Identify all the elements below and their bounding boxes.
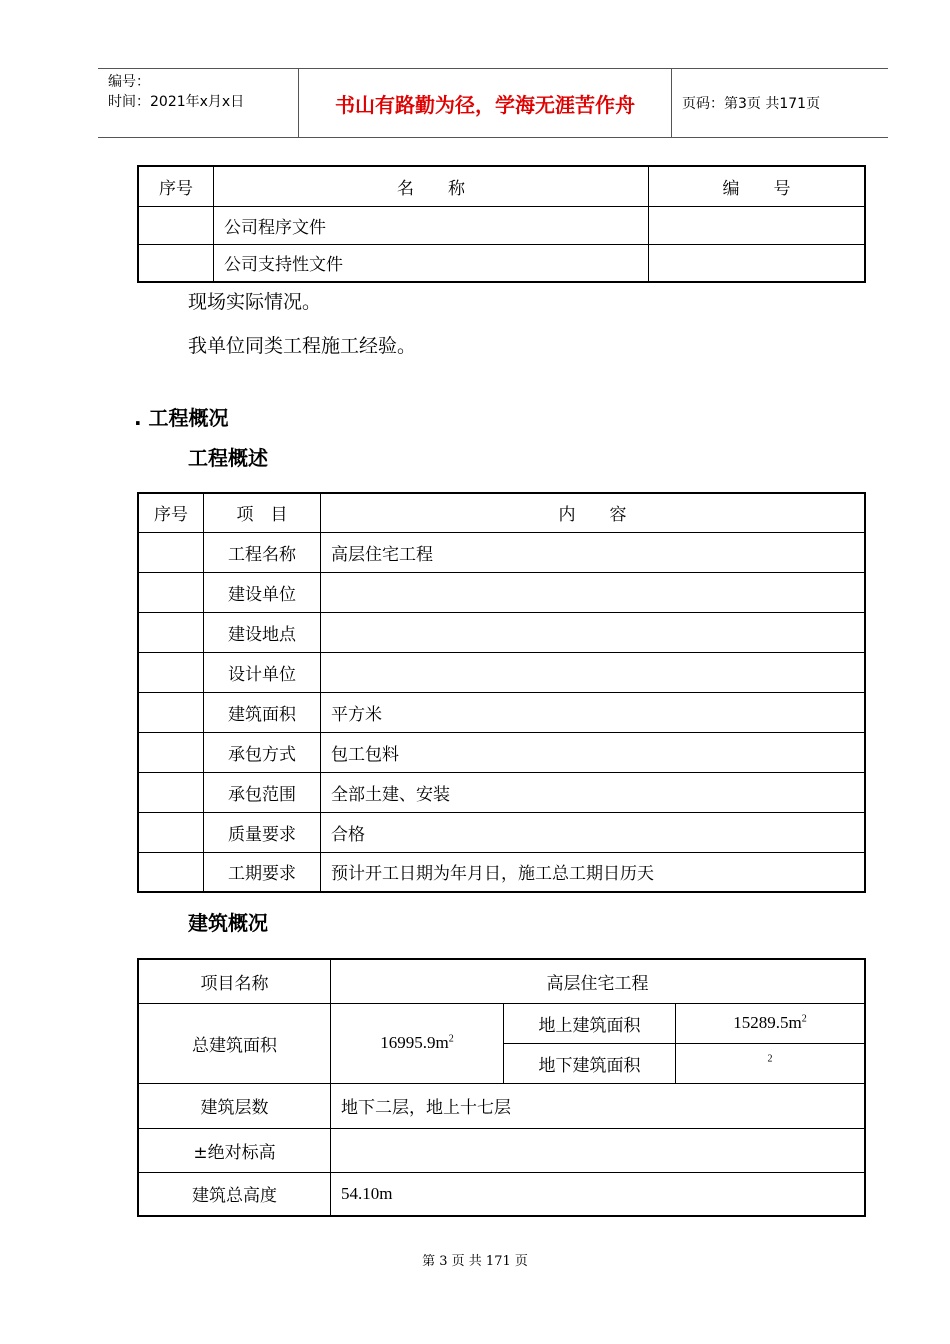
overview-header-no: 序号 bbox=[138, 493, 204, 532]
overview-cell-no bbox=[138, 772, 204, 812]
overview-title: 工程概述 bbox=[188, 446, 268, 470]
doc-cell-name: 公司支持性文件 bbox=[214, 244, 649, 282]
overview-cell-content: 高层住宅工程 bbox=[321, 532, 866, 572]
overview-cell-no bbox=[138, 652, 204, 692]
overview-cell-content bbox=[321, 572, 866, 612]
overview-header-item: 项 目 bbox=[204, 493, 321, 532]
below-area-label: 地下建筑面积 bbox=[504, 1043, 676, 1083]
floors-label: 建筑层数 bbox=[138, 1083, 331, 1128]
overview-cell-item: 建设单位 bbox=[204, 572, 321, 612]
table-row bbox=[138, 612, 865, 652]
overview-cell-no bbox=[138, 612, 204, 652]
elevation-label: ±绝对标高 bbox=[138, 1128, 331, 1172]
doc-cell-no bbox=[138, 206, 214, 244]
height-value: 54.10m bbox=[331, 1172, 866, 1216]
table-row bbox=[138, 852, 865, 892]
header-meta bbox=[98, 69, 299, 137]
overview-cell-item: 承包方式 bbox=[204, 732, 321, 772]
overview-cell-no bbox=[138, 532, 204, 572]
doc-cell-no bbox=[138, 244, 214, 282]
overview-cell-content: 平方米 bbox=[321, 692, 866, 732]
table-row bbox=[138, 772, 865, 812]
table-row bbox=[138, 732, 865, 772]
table-row bbox=[138, 206, 865, 244]
overview-cell-content: 合格 bbox=[321, 812, 866, 852]
overview-cell-content: 包工包料 bbox=[321, 732, 866, 772]
doc-header-code: 编 号 bbox=[649, 166, 866, 206]
overview-table bbox=[137, 492, 866, 893]
overview-cell-item: 建筑面积 bbox=[204, 692, 321, 732]
overview-cell-no bbox=[138, 812, 204, 852]
overview-cell-item: 设计单位 bbox=[204, 652, 321, 692]
overview-cell-item: 工期要求 bbox=[204, 852, 321, 892]
document-table bbox=[137, 165, 866, 283]
overview-cell-no bbox=[138, 732, 204, 772]
overview-cell-no bbox=[138, 572, 204, 612]
overview-cell-no bbox=[138, 852, 204, 892]
above-area-label: 地上建筑面积 bbox=[504, 1003, 676, 1043]
header-page-info: 页码：第3页 共171页 bbox=[682, 96, 821, 112]
code-label: 编号： bbox=[108, 74, 150, 90]
building-title: 建筑概况 bbox=[188, 911, 268, 935]
table-row bbox=[138, 652, 865, 692]
overview-cell-no bbox=[138, 692, 204, 732]
table-row bbox=[138, 692, 865, 732]
below-area-value: 2 bbox=[676, 1043, 866, 1083]
paragraph: 我单位同类工程施工经验。 bbox=[188, 335, 417, 357]
paragraph: 现场实际情况。 bbox=[188, 291, 322, 313]
doc-cell-name: 公司程序文件 bbox=[214, 206, 649, 244]
building-table bbox=[137, 958, 866, 1217]
floors-value: 地下二层，地上十七层 bbox=[331, 1083, 866, 1128]
total-area-value: $16995.9m^2$ bbox=[331, 1003, 504, 1083]
overview-cell-item: 承包范围 bbox=[204, 772, 321, 812]
section-title: . 工程概况 bbox=[134, 406, 229, 430]
overview-cell-item: 工程名称 bbox=[204, 532, 321, 572]
overview-header-content: 内 容 bbox=[321, 493, 866, 532]
project-name-value: 高层住宅工程 bbox=[331, 959, 866, 1003]
overview-cell-content: 预计开工日期为年月日，施工总工期日历天 bbox=[321, 852, 866, 892]
above-area-value: $15289.5m^2$ bbox=[676, 1003, 866, 1043]
table-row bbox=[138, 812, 865, 852]
table-row bbox=[138, 572, 865, 612]
project-name-label: 项目名称 bbox=[138, 959, 331, 1003]
header-motto: 书山有路勤为径，学海无涯苦作舟 bbox=[299, 69, 672, 137]
overview-cell-content bbox=[321, 652, 866, 692]
doc-cell-code bbox=[649, 244, 866, 282]
overview-cell-item: 质量要求 bbox=[204, 812, 321, 852]
total-area-label: 总建筑面积 bbox=[138, 1003, 331, 1083]
doc-cell-code bbox=[649, 206, 866, 244]
height-label: 建筑总高度 bbox=[138, 1172, 331, 1216]
doc-header-no: 序号 bbox=[138, 166, 214, 206]
elevation-value bbox=[331, 1128, 866, 1172]
time-label: 时间：2021年x月x日 bbox=[108, 94, 245, 110]
page-header bbox=[98, 68, 888, 138]
doc-header-name: 名 称 bbox=[214, 166, 649, 206]
page-footer: 第 3 页 共 171 页 bbox=[422, 1254, 528, 1269]
overview-cell-item: 建设地点 bbox=[204, 612, 321, 652]
overview-cell-content: 全部土建、安装 bbox=[321, 772, 866, 812]
overview-cell-content bbox=[321, 612, 866, 652]
table-row bbox=[138, 244, 865, 282]
table-row bbox=[138, 532, 865, 572]
